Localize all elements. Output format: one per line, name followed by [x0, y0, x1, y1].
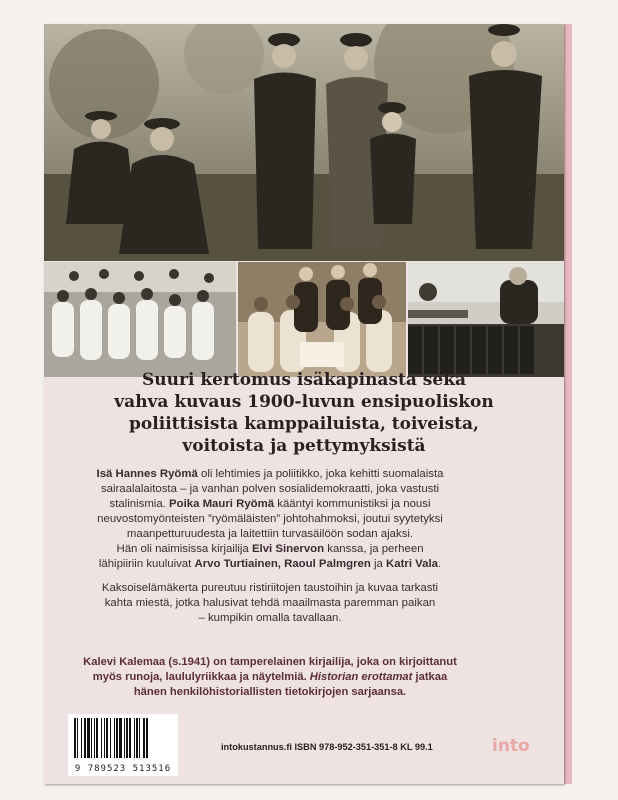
isbn-publisher-line: intokustannus.fi ISBN 978-952-351-351-8 KL 99.1 [221, 742, 433, 752]
author-bio [42, 655, 498, 700]
book-title-italic: Historian erottamat [309, 671, 413, 683]
headline-line-4: voitoista ja pettymyksistä [182, 436, 426, 456]
isbn-barcode [68, 714, 178, 776]
main-group-photo [44, 24, 564, 261]
family-portrait-photo [238, 262, 406, 377]
names-turtiainen-palmgren: Arvo Turtiainen, Raoul Palmgren [194, 558, 371, 570]
office-desk-photo [408, 262, 564, 377]
description-body [50, 467, 490, 635]
name-mauri-ryoma: Poika Mauri Ryömä [169, 498, 275, 510]
summary-line-1: Kaksoiselämäkerta pureutuu ristiriitojen taustoihin ja kuvaa tarkasti [101, 582, 439, 594]
cover-spine-edge [564, 24, 572, 784]
text-span: sairaalalaitosta – ja vanhan polven sosialidemokraatti, joka vastusti [100, 483, 440, 495]
headline-line-1: Suuri kertomus isäkapinasta sekä [141, 370, 466, 390]
text-span: maanpetturuudesta ja laitettiin turvasäilöön sodan ajaksi. [126, 528, 414, 540]
text-span: . [437, 558, 442, 570]
author-line-3: hänen henkilöhistoriallisten tietokirjojen sarjaansa. [133, 686, 407, 698]
text-span: lähipiiriin kuuluivat [98, 558, 195, 570]
author-line-1: Kalevi Kalemaa (s.1941) on tamperelainen kirjailija, joka on kirjoittanut [83, 656, 457, 668]
name-hannes-ryoma: Isä Hannes Ryömä [96, 468, 198, 480]
text-span: stalinismia. [109, 498, 170, 510]
text-span: jatkaa [412, 671, 448, 683]
summary-line-3: – kumpikin omalla tavallaan. [198, 612, 342, 624]
paragraph-summary [50, 581, 490, 626]
text-span: oli lehtimies ja poliitikko, joka kehitti suomalaista [197, 468, 444, 480]
into-logo: into [492, 736, 530, 756]
name-elvi-sinervo: Elvi Sinervon [251, 543, 325, 555]
group-photo-women [44, 262, 236, 377]
text-span: kääntyi kommunistiksi ja nousi [274, 498, 431, 510]
barcode-bars [68, 714, 178, 762]
photo-strip [44, 262, 564, 377]
paragraph-bio [50, 467, 490, 572]
headline-line-2: vahva kuvaus 1900-luvun ensipuoliskon [114, 392, 494, 412]
name-katri-vala: Katri Vala [386, 558, 438, 570]
text-span: kanssa, ja perheen [324, 543, 424, 555]
text-span: Hän oli naimisissa kirjailija [116, 543, 252, 555]
headline-line-3: poliittisista kamppailuista, toiveista, [129, 414, 479, 434]
text-span: ja [370, 558, 387, 570]
headline [84, 369, 524, 457]
summary-line-2: kahta miestä, jotka halusivat tehdä maailmasta paremman paikan [104, 597, 436, 609]
author-line-2: myös runoja, laululyriikkaa ja näytelmiä. [92, 671, 307, 683]
text-span: neuvostomyönteisten ”ryömäläisten” johtohahmoksi, joutui syytetyksi [97, 513, 443, 525]
barcode-number: 9 789523 513516 [74, 764, 172, 774]
